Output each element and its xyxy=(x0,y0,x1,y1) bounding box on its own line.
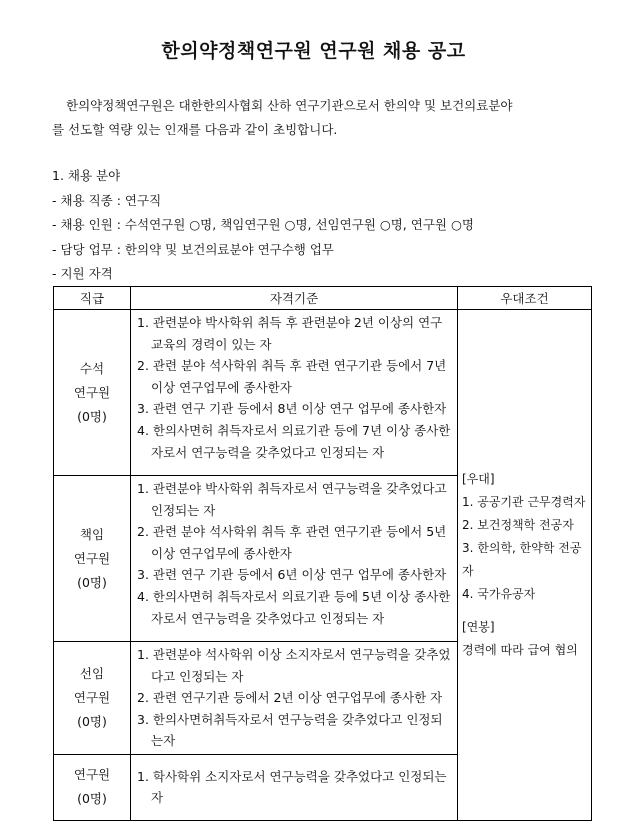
criteria-item: 1. 관련분야 석사학위 이상 소지자로서 연구능력을 갖추었다고 인정되는 자 xyxy=(137,647,451,684)
rank-line: 연구원 xyxy=(73,550,111,566)
pref-item: 3. 한의학, 한약학 전공자 xyxy=(462,540,582,578)
criteria-item: 4. 한의사면허 취득자로서 의료기관 등에 7년 이상 종사한 자로서 연구능력을 갖추었다고 인정되는 자 xyxy=(137,422,451,460)
pref-spacer xyxy=(462,606,587,616)
header-criteria: 자격기준 xyxy=(131,287,458,310)
page-title: 한의약정책연구원 연구원 채용 공고 xyxy=(161,40,466,62)
criteria-item: 2. 관련 분야 석사학위 취득 후 관련 연구기관 등에서 5년 이상 연구업무에 종사한자 xyxy=(137,524,447,561)
rank-line: 책임 xyxy=(79,526,105,542)
salary-heading: [연봉] xyxy=(462,619,495,634)
criteria-cell xyxy=(131,476,458,642)
rank-cell xyxy=(54,754,131,820)
rank-line: 연구원 xyxy=(73,689,111,705)
criteria-item: 2. 관련 분야 석사학위 취득 후 관련 연구기관 등에서 7년 이상 연구업무에 종사한자 xyxy=(137,358,447,395)
criteria-cell xyxy=(131,642,458,755)
preferences-cell xyxy=(458,310,592,821)
criteria-item: 1. 관련분야 박사학위 취득 후 관련분야 2년 이상의 연구 교육의 경력이 있는 자 xyxy=(137,315,443,352)
section-heading: 1. 채용 분야 xyxy=(52,168,121,183)
rank-cell xyxy=(54,642,131,755)
rank-line: (0명) xyxy=(77,408,107,424)
header-preferences: 우대조건 xyxy=(458,287,592,310)
criteria-cell xyxy=(131,754,458,820)
salary-text: 경력에 따라 급여 협의 xyxy=(462,642,578,657)
criteria-item: 1. 학사학위 소지자로서 연구능력을 갖추었다고 인정되는 자 xyxy=(137,768,447,806)
criteria-item: 4. 한의사면허 취득자로서 의료기관 등에 5년 이상 종사한 자로서 연구능력을 갖추었다고 인정되는 자 xyxy=(137,588,451,626)
intro-line-1: 한의약정책연구원은 대한한의사협회 산하 연구기관으로서 한의약 및 보건의료분야 xyxy=(66,98,513,113)
criteria-item: 3. 한의사면허취득자로서 연구능력을 갖추었다고 인정되는자 xyxy=(137,711,443,749)
pref-item: 1. 공공기관 근무경력자 xyxy=(462,494,586,509)
table-row xyxy=(54,310,592,476)
job-type-item: - 채용 직종 : 연구직 xyxy=(52,192,162,208)
criteria-item: 1. 관련분야 박사학위 취득자로서 연구능력을 갖추었다고 인정되는 자 xyxy=(137,481,447,518)
table-header-row xyxy=(54,287,592,310)
rank-line: (0명) xyxy=(77,713,107,729)
pref-heading: [우대] xyxy=(462,471,495,486)
criteria-cell xyxy=(131,310,458,476)
rank-line: 연구원 xyxy=(73,767,111,783)
rank-line: (0명) xyxy=(77,574,107,590)
rank-line: 연구원 xyxy=(73,384,111,400)
qualification-item: - 지원 자격 xyxy=(52,266,113,281)
recruitment-section xyxy=(52,164,474,287)
criteria-item: 3. 관련 연구 기관 등에서 6년 이상 연구 업무에 종사한자 xyxy=(137,567,447,583)
headcount-item: - 채용 인원 : 수석연구원 ○명, 책임연구원 ○명, 선임연구원 ○명, 연구원 ○명 xyxy=(52,217,474,232)
rank-line: 선임 xyxy=(79,665,105,681)
pref-item: 4. 국가유공자 xyxy=(462,586,536,601)
rank-cell xyxy=(54,310,131,476)
criteria-item: 2. 관련 연구기관 등에서 2년 이상 연구업무에 종사한 자 xyxy=(137,690,443,706)
intro-paragraph xyxy=(52,94,592,142)
qualification-table xyxy=(53,286,592,821)
rank-line: (0명) xyxy=(77,791,107,807)
header-rank: 직급 xyxy=(54,287,131,310)
pref-item: 2. 보건정책학 전공자 xyxy=(462,517,574,532)
rank-line: 수석 xyxy=(79,360,105,376)
duty-item: - 담당 업무 : 한의약 및 보건의료분야 연구수행 업무 xyxy=(52,241,335,257)
rank-cell xyxy=(54,476,131,642)
criteria-item: 3. 관련 연구 기관 등에서 8년 이상 연구 업무에 종사한자 xyxy=(137,401,447,417)
intro-line-2: 를 선도할 역량 있는 인재를 다음과 같이 초빙합니다. xyxy=(52,122,338,137)
